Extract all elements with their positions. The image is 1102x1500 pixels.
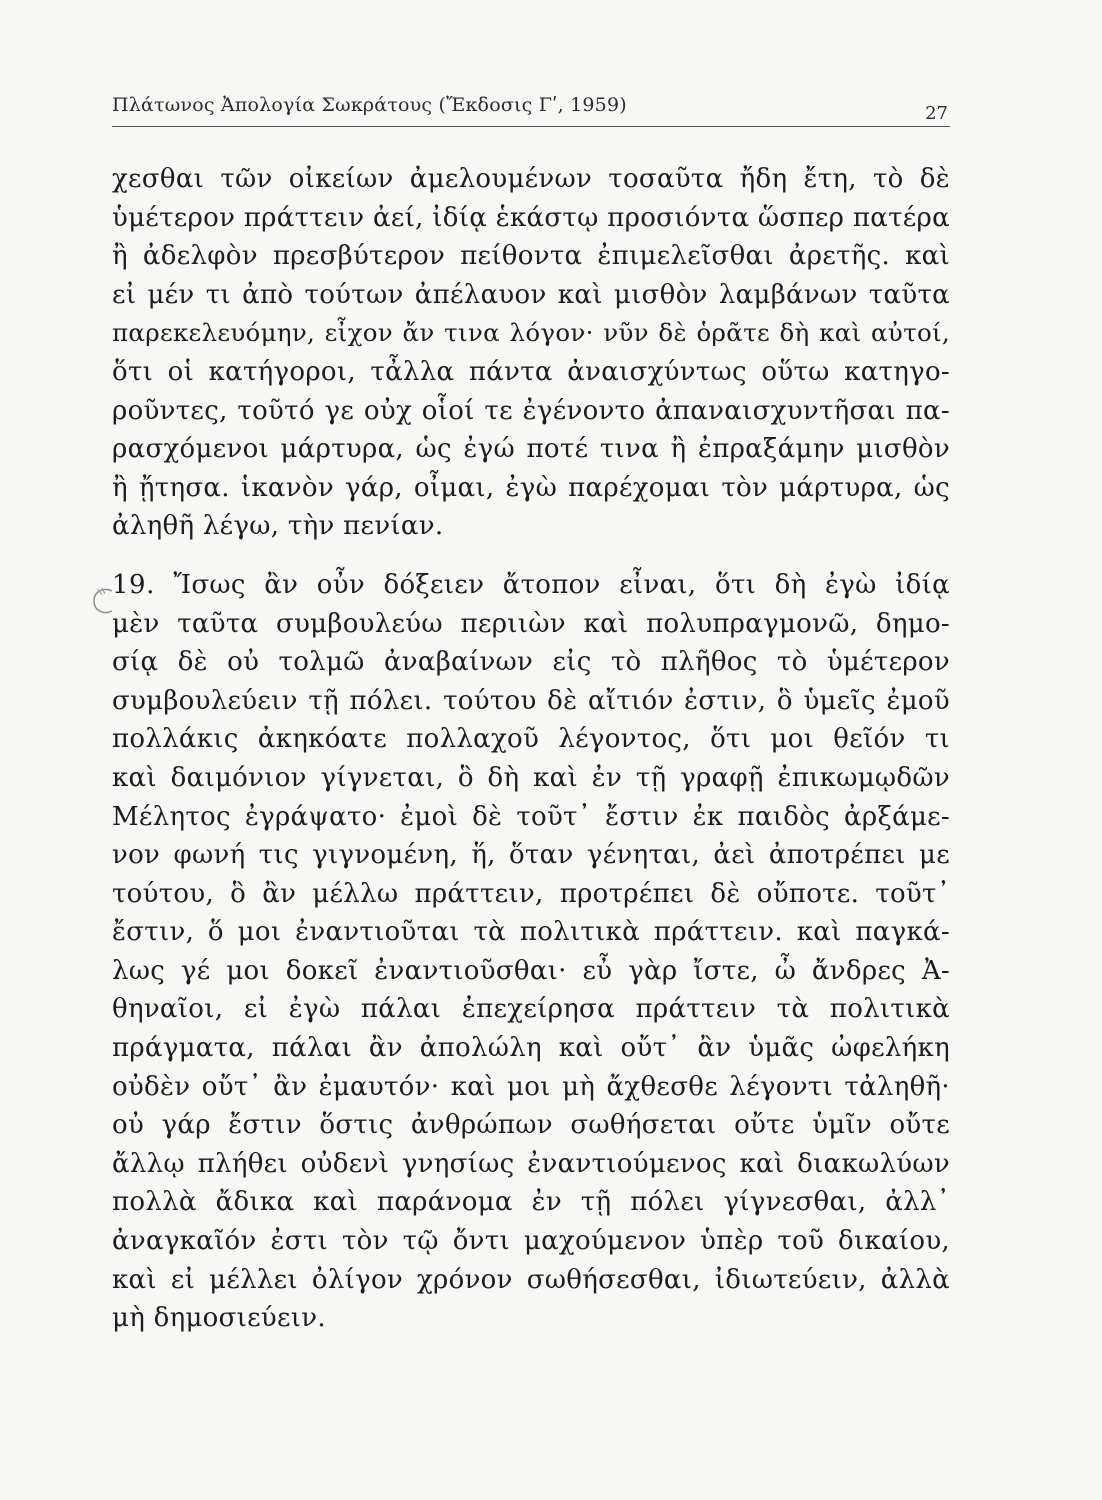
text-line: οὐδὲν οὔτ᾽ ἂν ἐμαυτόν· καὶ μοι μὴ ἄχθεσθε λέγοντι τἀληθῆ·	[112, 1071, 950, 1102]
text-line: ὑμέτερον πράττειν ἀεί, ἰδίᾳ ἑκάστῳ προσιόντα ὥσπερ πατέρα	[112, 202, 950, 233]
text-line: ἔστιν, ὅ μοι ἐναντιοῦται τὰ πολιτικὰ πράττειν. καὶ παγκά-	[112, 917, 950, 948]
text-line: σίᾳ δὲ οὐ τολμῶ ἀναβαίνων εἰς τὸ πλῆθος τὸ ὑμέτερον	[112, 647, 950, 678]
section-first-line	[112, 566, 950, 605]
text-line: οὐ γάρ ἔστιν ὅστις ἀνθρώπων σωθήσεται οὔτε ὑμῖν οὔτε	[112, 1110, 950, 1141]
text-line: μὲν ταῦτα συμβουλεύω περιιὼν καὶ πολυπραγμονῶ, δημο-	[112, 608, 950, 639]
text-line-last: μὴ δημοσιεύειν.	[112, 1303, 326, 1334]
text-line: ὅτι οἱ κατήγοροι, τἆλλα πάντα ἀναισχύντως οὕτω κατηγο-	[112, 356, 950, 387]
text-line: ἢ ἀδελφὸν πρεσβύτερον πείθοντα ἐπιμελεῖσθαι ἀρετῆς. καὶ	[112, 241, 950, 272]
text-line: χεσθαι τῶν οἰκείων ἀμελουμένων τοσαῦτα ἤδη ἔτη, τὸ δὲ	[112, 164, 950, 194]
text-line: θηναῖοι, εἰ ἐγὼ πάλαι ἐπεχείρησα πράττειν τὰ πολιτικὰ	[112, 994, 950, 1025]
text-line: καὶ δαιμόνιον γίγνεται, ὃ δὴ καὶ ἐν τῇ γραφῇ ἐπικωμῳδῶν	[112, 762, 950, 793]
text-line: τούτου, ὃ ἂν μέλλω πράττειν, προτρέπει δὲ οὔποτε. τοῦτ᾽	[112, 878, 950, 909]
paragraph-gap	[112, 546, 950, 566]
text-line: παρεκελευόμην, εἶχον ἄν τινα λόγον· νῦν δὲ ὁρᾶτε δὴ καὶ αὐτοί,	[112, 318, 950, 348]
section-number: 19.	[112, 569, 155, 600]
text-line: Μέλητος ἐγράψατο· ἐμοὶ δὲ τοῦτ᾽ ἔστιν ἐκ παιδὸς ἀρξάμε-	[112, 801, 950, 832]
text-line: ἢ ᾔτησα. ἱκανὸν γάρ, οἶμαι, ἐγὼ παρέχομαι τὸν μάρτυρα, ὡς	[112, 472, 950, 503]
section-first-line-text: Ἴσως ἂν οὖν δόξειεν ἄτοπον εἶναι, ὅτι δὴ ἐγὼ ἰδίᾳ	[154, 569, 950, 600]
text-line: λως γέ μοι δοκεῖ ἐναντιοῦσθαι· εὖ γὰρ ἴστε, ὦ ἄνδρες Ἀ-	[112, 955, 950, 986]
text-line: πολλάκις ἀκηκόατε πολλαχοῦ λέγοντος, ὅτι μοι θεῖόν τι	[112, 724, 950, 755]
page-number: 27	[925, 103, 948, 124]
text-line: εἰ μέν τι ἀπὸ τούτων ἀπέλαυον καὶ μισθὸν λαμβάνων ταῦτα	[112, 279, 950, 310]
text-line: ἀναγκαῖόν ἐστι τὸν τῷ ὄντι μαχούμενον ὑπὲρ τοῦ δικαίου,	[112, 1226, 950, 1257]
text-line: ρασχόμενοι μάρτυρα, ὡς ἐγώ ποτέ τινα ἢ ἐπραξάμην μισθὸν	[112, 434, 950, 465]
paragraph-2	[112, 566, 950, 1338]
text-line: πολλὰ ἄδικα καὶ παράνομα ἐν τῇ πόλει γίγνεσθαι, ἀλλ᾽	[112, 1187, 950, 1218]
text-line: καὶ εἰ μέλλει ὀλίγον χρόνον σωθήσεσθαι, ἰδιωτεύειν, ἀλλὰ	[112, 1264, 950, 1295]
header-rule	[112, 126, 950, 127]
running-header	[112, 92, 950, 126]
text-line: ἄλλῳ πλήθει οὐδενὶ γνησίως ἐναντιούμενος καὶ διακωλύων	[112, 1148, 950, 1179]
text-line: νον φωνή τις γιγνομένη, ἥ, ὅταν γένηται, ἀεὶ ἀποτρέπει με	[112, 840, 950, 871]
text-line-last: ἀληθῆ λέγω, τὴν πενίαν.	[112, 511, 444, 542]
paragraph-1	[112, 160, 950, 546]
text-line: συμβουλεύειν τῇ πόλει. τούτου δὲ αἴτιόν ἐστιν, ὃ ὑμεῖς ἐμοῦ	[112, 685, 950, 716]
main-text	[112, 160, 950, 1338]
header-title: Πλάτωνος Ἀπολογία Σωκράτους (Ἔκδοσις Γʹ, 1959)	[112, 94, 627, 116]
text-line: ροῦντες, τοῦτό γε οὐχ οἷοί τε ἐγένοντο ἀπαναισχυντῆσαι πα-	[112, 395, 950, 426]
text-line: πράγματα, πάλαι ἂν ἀπολώλη καὶ οὔτ᾽ ἂν ὑμᾶς ὠφελήκη	[112, 1033, 950, 1064]
